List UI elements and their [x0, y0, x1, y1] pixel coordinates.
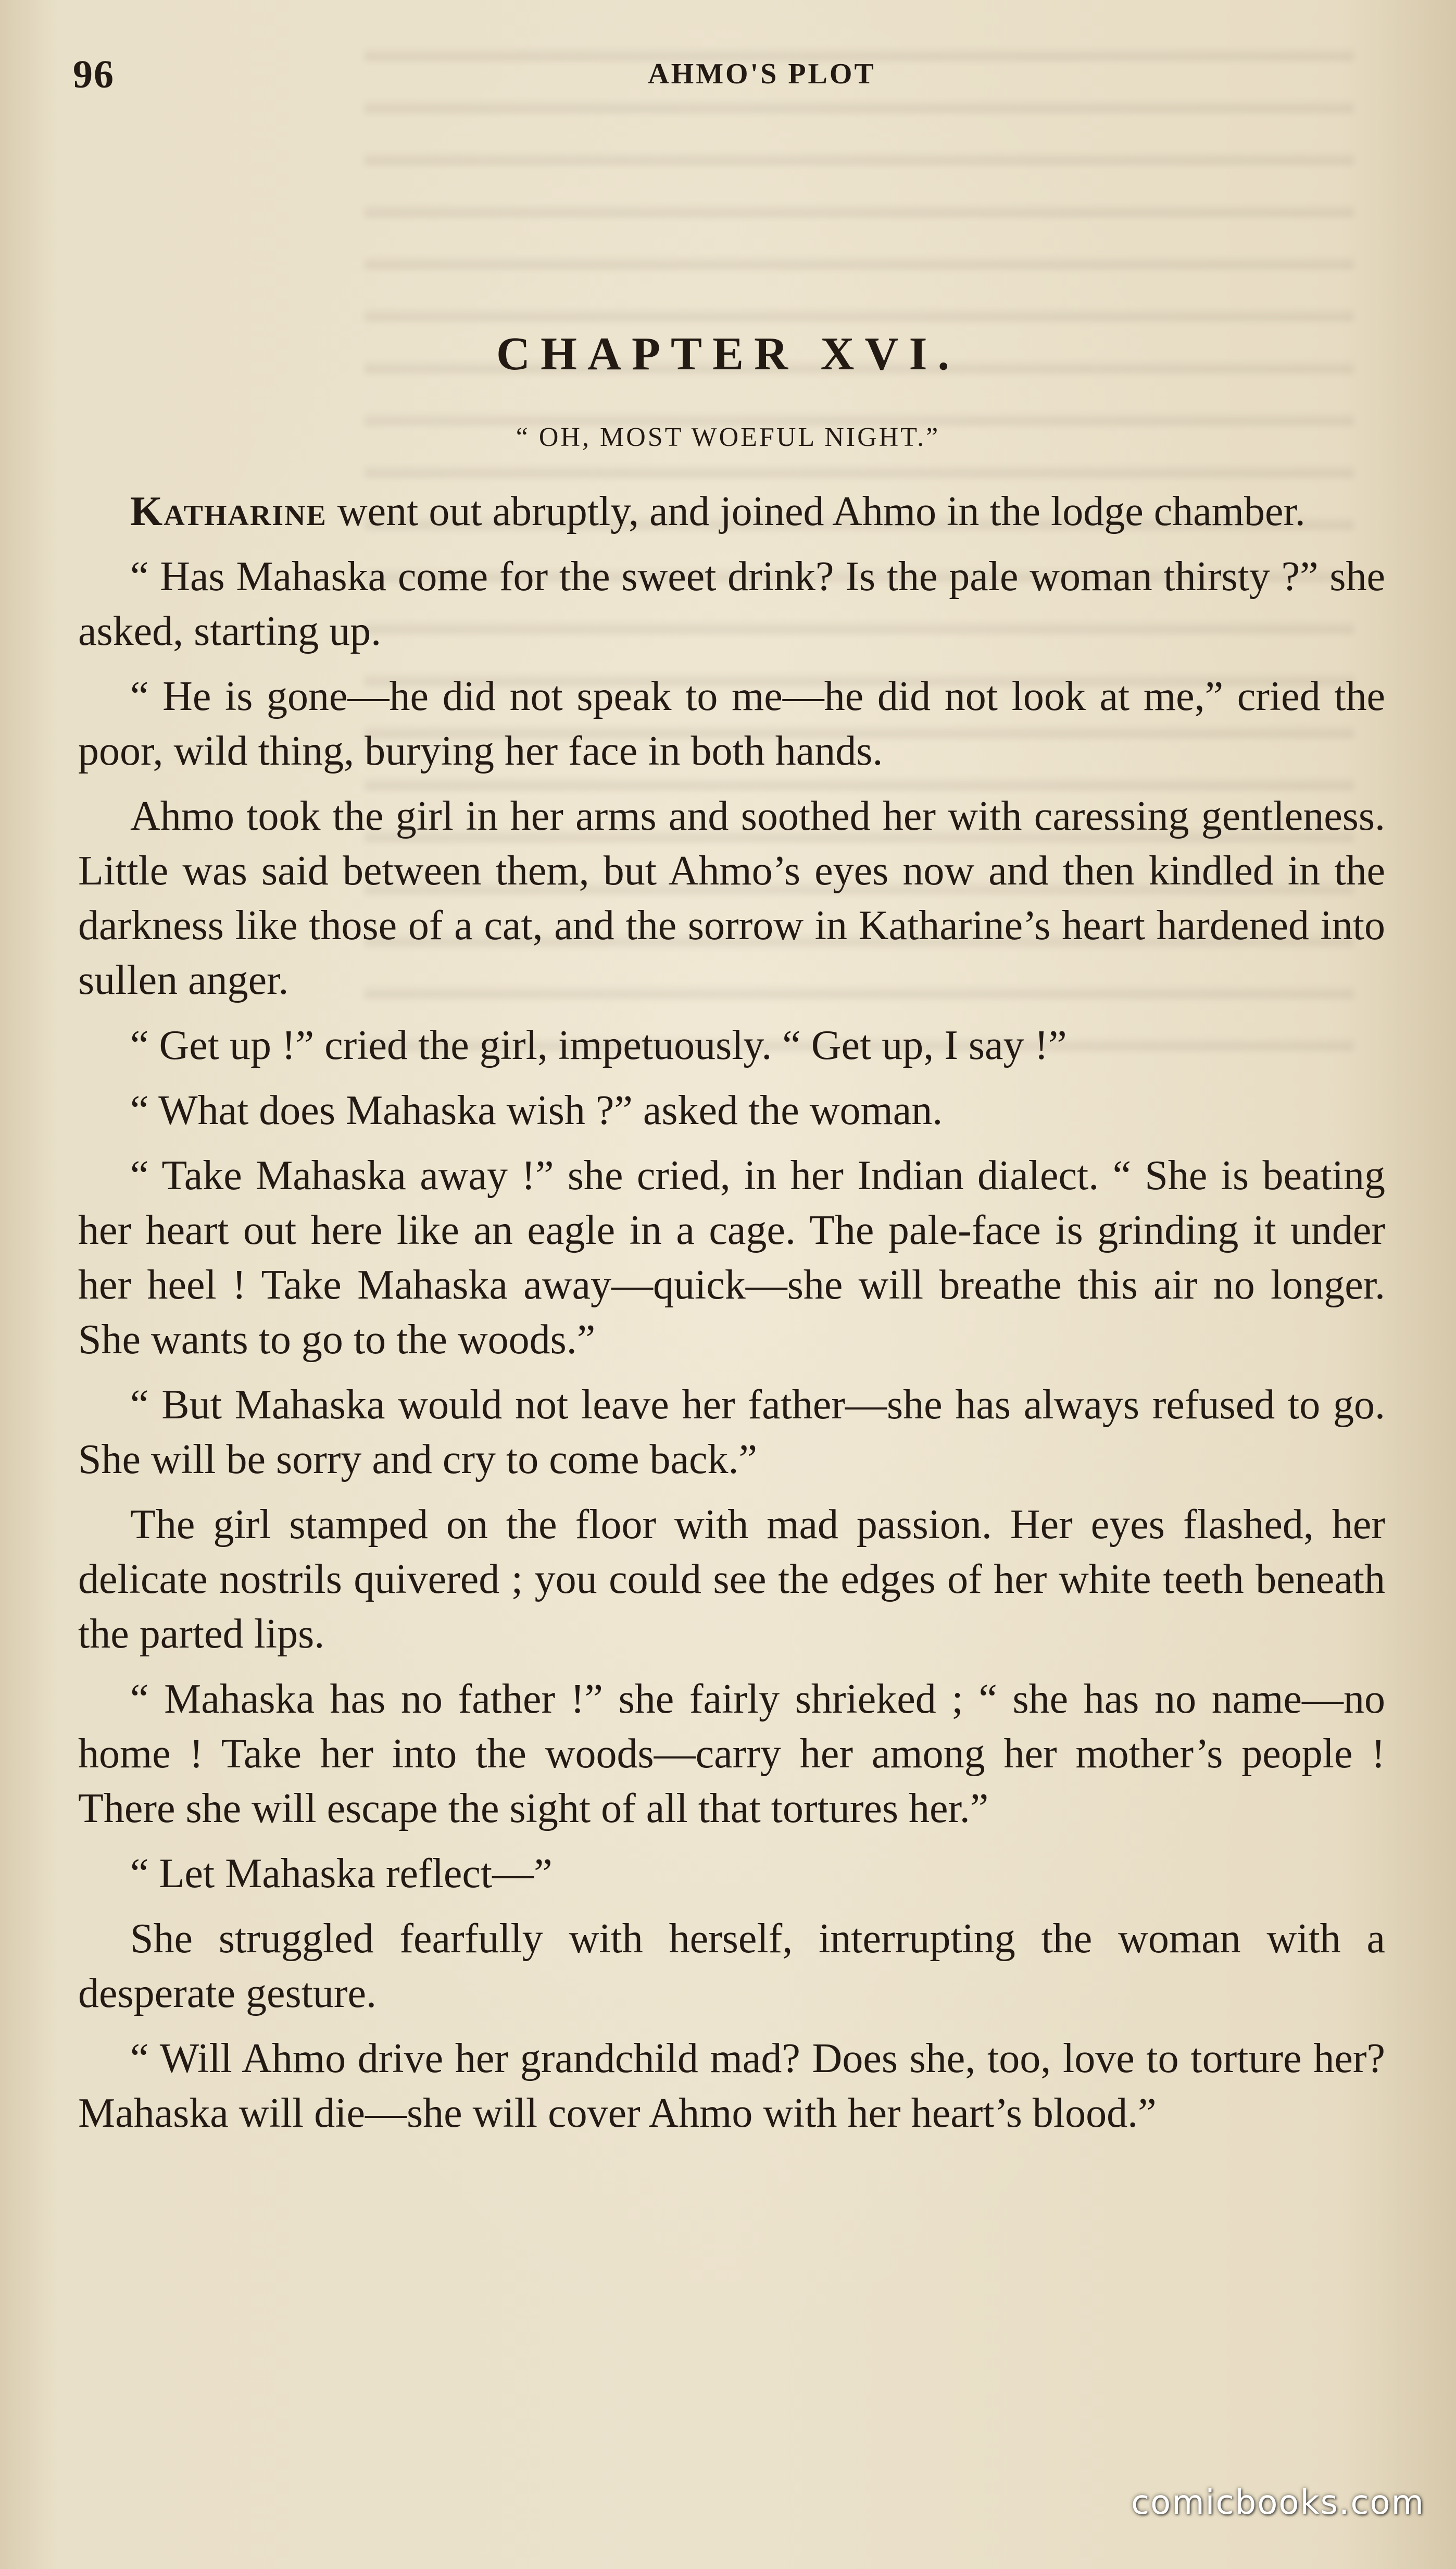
running-head: [73, 52, 1383, 99]
paragraph: The girl stamped on the floor with mad passion. Her eyes flashed, her delicate nostrils quivered ; you could see the edges of her white teeth beneath the parted lips.: [78, 1502, 1385, 1657]
running-title: AHMO'S PLOT: [648, 58, 876, 90]
paragraph: “ Has Mahaska come for the sweet drink? Is the pale woman thirsty ?” she asked, starting up.: [78, 554, 1385, 654]
paragraph-text: went out abruptly, and joined Ahmo in the lodge chamber.: [327, 489, 1306, 534]
paragraph: “ Get up !” cried the girl, impetuously. “ Get up, I say !”: [130, 1022, 1067, 1068]
paragraph-lead: Katharine: [130, 489, 327, 534]
paragraph: “ But Mahaska would not leave her father—she has always refused to go. She will be sorry and cry to come back.”: [78, 1382, 1385, 1482]
paragraph: “ He is gone—he did not speak to me—he did not look at me,” cried the poor, wild thing, burying her face in both hands.: [78, 674, 1385, 774]
paragraph: “ What does Mahaska wish ?” asked the woman.: [130, 1088, 943, 1133]
paragraph: [78, 484, 1385, 539]
chapter-subtitle: “ OH, MOST WOEFUL NIGHT.”: [516, 422, 940, 452]
chapter-heading: CHAPTER XVI.: [496, 328, 960, 380]
paragraph: “ Take Mahaska away !” she cried, in her Indian dialect. “ She is beating her heart out here like an eagle in a cage. The pale-face is grinding it under her heel ! Take Mahaska away—quick—she will breathe this air no longer. She wants to go to the woods.”: [78, 1153, 1385, 1363]
paragraph: “ Let Mahaska reflect—”: [130, 1851, 553, 1897]
paragraph: She struggled fearfully with herself, interrupting the woman with a desperate gesture.: [78, 1916, 1385, 2016]
paragraph: “ Will Ahmo drive her grandchild mad? Does she, too, love to torture her? Mahaska will die—she will cover Ahmo with her heart’s blood.”: [78, 2036, 1385, 2136]
paragraph: Ahmo took the girl in her arms and soothed her with caressing gentleness. Little was said between them, but Ahmo’s eyes now and then kindled in the darkness like those of a cat, and the sorrow in Katharine’s heart hardened into sullen anger.: [78, 793, 1385, 1003]
paragraph: “ Mahaska has no father !” she fairly shrieked ; “ she has no name—no home ! Take her into the woods—carry her among her mother’s people ! There she will escape the sight of all that tortures her.”: [78, 1676, 1385, 1831]
page-number: 96: [73, 53, 115, 96]
watermark: comicbooks.com: [1131, 2484, 1425, 2522]
text-body: [78, 484, 1385, 2151]
